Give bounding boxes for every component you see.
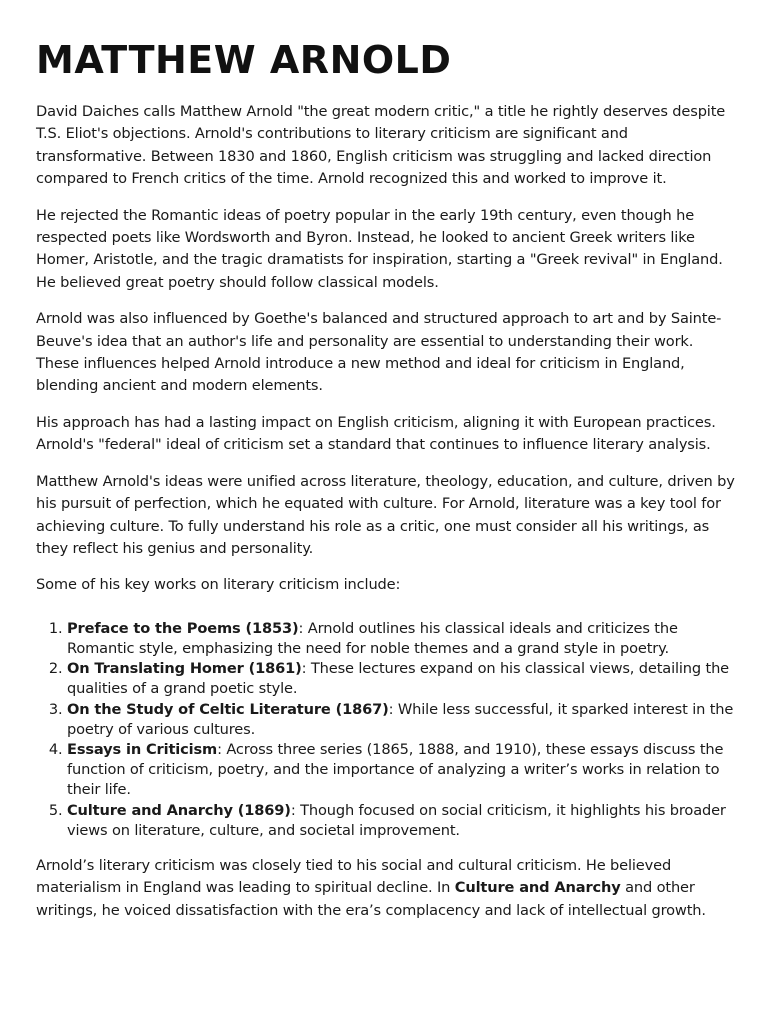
list-item: [67, 659, 736, 699]
list-item: [67, 740, 736, 801]
list-item: [67, 700, 736, 740]
paragraph-impact: His approach has had a lasting impact on English criticism, aligning it with European practices. Arnold's "federal" ideal of criticism set a standard that continues to influence literary analysis.: [36, 413, 716, 454]
paragraph-intro: David Daiches calls Matthew Arnold "the great modern critic," a title he rightly deserves despite T.S. Eliot's objections. Arnold's contributions to literary criticism are significant and transformative. Between 1830 and 1860, English criticism was struggling and lacked direction compared to French critics of the time. Arnold recognized this and worked to improve it.: [36, 103, 726, 188]
paragraph-works-intro: Some of his key works on literary criticism include:: [36, 576, 401, 594]
list-item: [67, 619, 736, 659]
work-description: : Though focused on social criticism, it highlights his broader views on literature, culture, and societal improvement.: [67, 801, 726, 839]
work-title: Preface to the Poems (1853): [67, 619, 299, 637]
work-description: : These lectures expand on his classical views, detailing the qualities of a grand poetic style.: [67, 660, 730, 698]
work-title: Essays in Criticism: [67, 740, 218, 758]
closing-text-after: and other writings, he voiced dissatisfaction with the era’s complacency and lack of intellectual growth.: [36, 879, 706, 919]
works-list: [36, 619, 736, 841]
work-title: On the Study of Celtic Literature (1867): [67, 700, 389, 718]
work-title: Culture and Anarchy (1869): [67, 801, 291, 819]
paragraph-romantic: He rejected the Romantic ideas of poetry popular in the early 19th century, even though he respected poets like Wordsworth and Byron. Instead, he looked to ancient Greek writers like Homer, Aristotle, and the tragic dramatists for inspiration, starting a "Greek revival" in England. He believed great poetry should follow classical models.: [36, 206, 723, 291]
paragraph-closing: [36, 855, 736, 922]
page-title: MATTHEW ARNOLD: [36, 38, 452, 82]
closing-text-before: Arnold’s literary criticism was closely tied to his social and cultural criticism. He believed materialism in England was leading to spiritual decline. In: [36, 856, 672, 897]
paragraph-unified-ideas: Matthew Arnold's ideas were unified across literature, theology, education, and culture, driven by his pursuit of perfection, which he equated with culture. For Arnold, literature was a key tool for achieving culture. To fully understand his role as a critic, one must consider all his writings, as they reflect his genius and personality.: [36, 472, 735, 557]
work-description: : Arnold outlines his classical ideals and criticizes the Romantic style, emphasizing the need for noble themes and a grand style in poetry.: [67, 619, 678, 657]
document-body: [36, 101, 736, 936]
work-title: On Translating Homer (1861): [67, 660, 302, 678]
work-description: : Across three series (1865, 1888, and 1910), these essays discuss the function of criticism, poetry, and the importance of analyzing a writer’s works in relation to their life.: [67, 740, 724, 799]
paragraph-influences: Arnold was also influenced by Goethe's balanced and structured approach to art and by Sainte-Beuve's idea that an author's life and personality are essential to understanding their work. These influences helped Arnold introduce a new method and ideal for criticism in England, blending ancient and modern elements.: [36, 310, 722, 395]
work-description: : While less successful, it sparked interest in the poetry of various cultures.: [67, 700, 734, 738]
closing-text-bold: Culture and Anarchy: [454, 879, 621, 897]
list-item: [67, 801, 736, 841]
